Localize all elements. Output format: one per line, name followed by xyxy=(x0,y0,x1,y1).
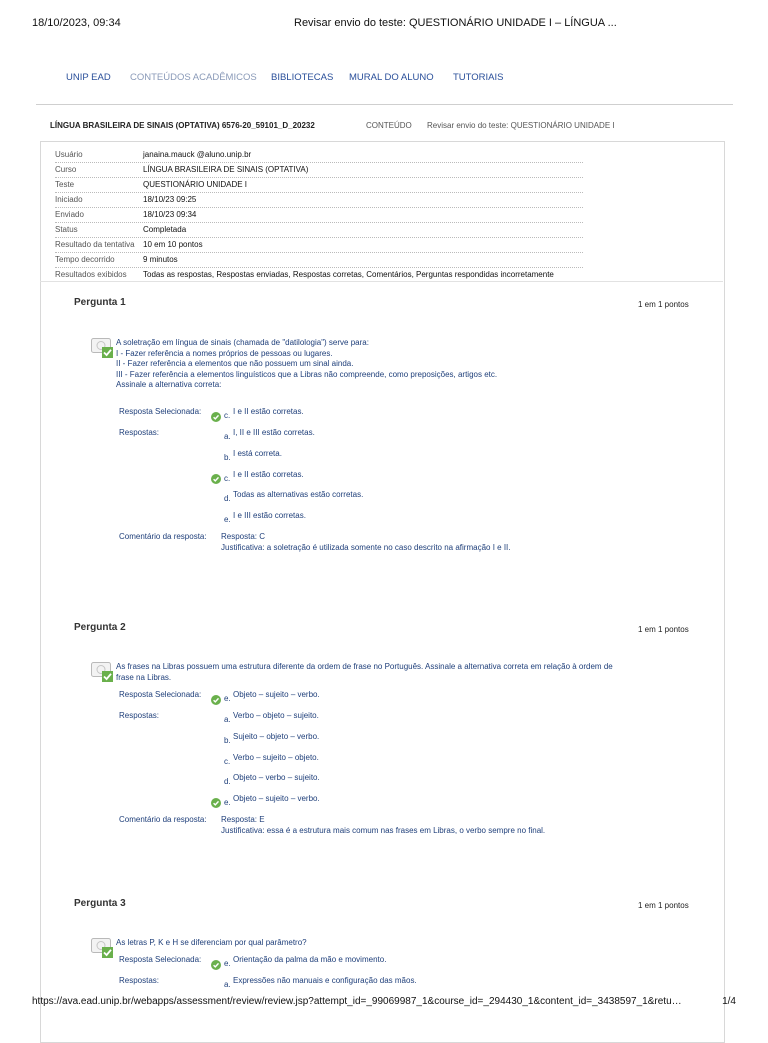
option-text: Verbo – sujeito – objeto. xyxy=(233,753,319,762)
breadcrumb-page: Revisar envio do teste: QUESTIONÁRIO UNIDADE I xyxy=(427,121,615,130)
selected-answer-label: Resposta Selecionada: xyxy=(119,690,202,699)
check-icon xyxy=(211,412,221,422)
selected-answer-text: Orientação da palma da mão e movimento. xyxy=(233,955,387,964)
comment-label: Comentário da resposta: xyxy=(119,815,207,824)
info-row: Status Completada xyxy=(55,223,583,238)
check-icon xyxy=(211,960,221,970)
nav-unip-ead[interactable]: UNIP EAD xyxy=(66,72,111,83)
info-separator xyxy=(40,281,723,282)
question-3-points: 1 em 1 pontos xyxy=(638,901,689,910)
question-2-title: Pergunta 2 xyxy=(74,622,126,633)
option-text: Expressões não manuais e configuração das mãos. xyxy=(233,976,417,985)
info-row: Resultado da tentativa 10 em 10 pontos xyxy=(55,238,583,253)
option-letter: c. xyxy=(224,757,231,766)
info-row: Resultados exibidos Todas as respostas, Respostas enviadas, Respostas corretas, Comentários, Perguntas respondidas incorretamente xyxy=(55,270,554,279)
answer-comment: Resposta: C Justificativa: a soletração é utilizada somente no caso descrito na afirmação I e II. xyxy=(221,532,511,552)
info-row: Curso LÍNGUA BRASILEIRA DE SINAIS (OPTATIVA) xyxy=(55,163,583,178)
question-3-text: As letras P, K e H se diferenciam por qual parâmetro? xyxy=(116,938,307,947)
print-page-number: 1/4 xyxy=(722,996,736,1007)
option-text: Todas as alternativas estão corretas. xyxy=(233,490,364,499)
question-1-text: A soletração em língua de sinais (chamada de "datilologia") serve para: I - Fazer referência a nomes próprios de pessoas ou lugares. II - Fazer referência a elementos que não possuem um sinal ainda. III - Fazer referência a elementos linguísticos que a Libras não compreende, como preposições, artigos etc. Assinale a alternativa correta: xyxy=(116,338,498,389)
question-3-title: Pergunta 3 xyxy=(74,898,126,909)
option-text: I e III estão corretas. xyxy=(233,511,306,520)
option-letter: d. xyxy=(224,494,231,503)
option-letter: a. xyxy=(224,715,231,724)
option-letter: a. xyxy=(224,980,231,989)
print-datetime: 18/10/2023, 09:34 xyxy=(32,17,121,29)
selected-letter: c. xyxy=(224,411,231,420)
print-header xyxy=(32,17,736,33)
nav-bibliotecas[interactable]: BIBLIOTECAS xyxy=(271,72,334,83)
nav-tutoriais[interactable]: TUTORIAIS xyxy=(453,72,504,83)
option-text: Objeto – verbo – sujeito. xyxy=(233,773,320,782)
question-2-text: As frases na Libras possuem uma estrutura diferente da ordem de frase no Português. Assinale a alternativa correta em relação à ordem de frase na Libras. xyxy=(116,662,613,682)
option-letter: d. xyxy=(224,777,231,786)
selected-answer-label: Resposta Selecionada: xyxy=(119,955,202,964)
answers-label: Respostas: xyxy=(119,711,160,720)
option-text: I e II estão corretas. xyxy=(233,470,304,479)
option-letter: b. xyxy=(224,453,231,462)
info-row: Teste QUESTIONÁRIO UNIDADE I xyxy=(55,178,583,193)
nav-divider xyxy=(36,104,733,105)
check-icon xyxy=(211,695,221,705)
info-row: Usuário janaina.mauck @aluno.unip.br xyxy=(55,148,583,163)
question-2-points: 1 em 1 pontos xyxy=(638,625,689,634)
option-text: Sujeito – objeto – verbo. xyxy=(233,732,320,741)
option-letter: e. xyxy=(224,515,231,524)
selected-letter: e. xyxy=(224,959,231,968)
option-text: I, II e III estão corretas. xyxy=(233,428,315,437)
question-1-points: 1 em 1 pontos xyxy=(638,300,689,309)
option-text: Objeto – sujeito – verbo. xyxy=(233,794,320,803)
option-letter: c. xyxy=(224,474,231,483)
print-footer xyxy=(32,996,736,1010)
nav-conteudos-academicos[interactable]: CONTEÚDOS ACADÊMICOS xyxy=(130,72,257,83)
correct-answer-icon xyxy=(91,338,113,358)
nav-mural-do-aluno[interactable]: MURAL DO ALUNO xyxy=(349,72,434,83)
option-letter: b. xyxy=(224,736,231,745)
option-text: Verbo – objeto – sujeito. xyxy=(233,711,319,720)
answers-label: Respostas: xyxy=(119,428,160,437)
attempt-info-table xyxy=(55,148,583,282)
check-icon xyxy=(211,474,221,484)
question-1-title: Pergunta 1 xyxy=(74,297,126,308)
selected-answer-text: I e II estão corretas. xyxy=(233,407,304,416)
breadcrumb-section[interactable]: CONTEÚDO xyxy=(366,121,412,130)
selected-answer-label: Resposta Selecionada: xyxy=(119,407,202,416)
info-row: Tempo decorrido 9 minutos xyxy=(55,253,583,268)
info-row: Iniciado 18/10/23 09:25 xyxy=(55,193,583,208)
correct-answer-icon xyxy=(91,662,113,682)
info-row: Enviado 18/10/23 09:34 xyxy=(55,208,583,223)
selected-letter: e. xyxy=(224,694,231,703)
print-title: Revisar envio do teste: QUESTIONÁRIO UNIDADE I – LÍNGUA ... xyxy=(294,17,617,29)
option-letter: e. xyxy=(224,798,231,807)
option-text: I está correta. xyxy=(233,449,282,458)
comment-label: Comentário da resposta: xyxy=(119,532,207,541)
print-url: https://ava.ead.unip.br/webapps/assessment/review/review.jsp?attempt_id=_99069987_1&course_id=_294430_1&content_id=_3438597_1&retu… xyxy=(32,996,682,1007)
correct-answer-icon xyxy=(91,938,113,958)
answers-label: Respostas: xyxy=(119,976,160,985)
option-letter: a. xyxy=(224,432,231,441)
selected-answer-text: Objeto – sujeito – verbo. xyxy=(233,690,320,699)
check-icon xyxy=(211,798,221,808)
breadcrumb-course[interactable]: LÍNGUA BRASILEIRA DE SINAIS (OPTATIVA) 6576-20_59101_D_20232 xyxy=(50,121,315,130)
answer-comment: Resposta: E Justificativa: essa é a estrutura mais comum nas frases em Libras, o verbo sempre no final. xyxy=(221,815,546,835)
